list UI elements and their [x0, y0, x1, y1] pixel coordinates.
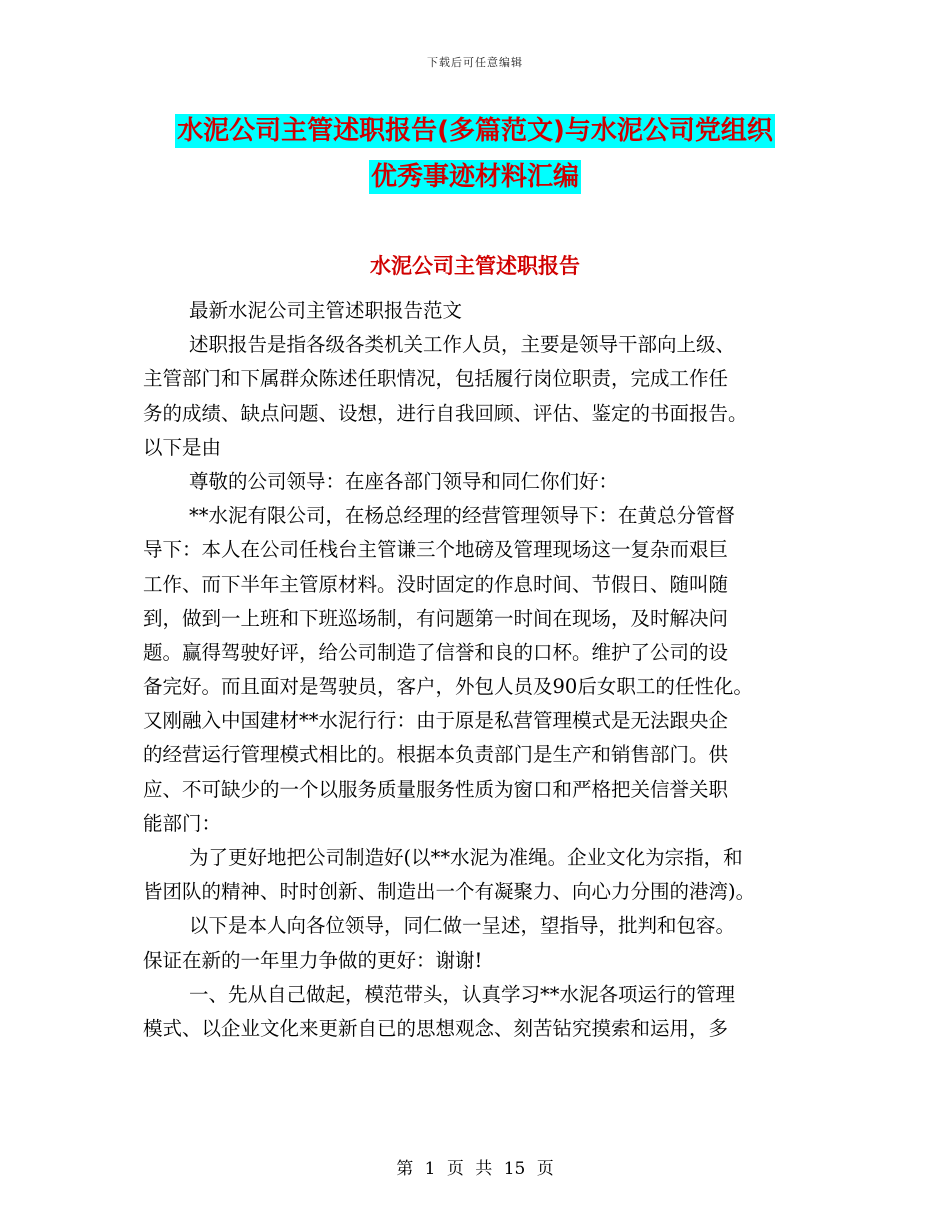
paragraph-line: 到，做到一上班和下班巡场制，有问题第一时间在现场，及时解决问	[143, 606, 729, 630]
paragraph-line: 述职报告是指各级各类机关工作人员，主要是领导干部向上级、	[189, 333, 736, 357]
page-header: 下载后可任意编辑	[427, 56, 523, 69]
document-title-line-2	[0, 156, 950, 193]
paragraph-line: **水泥有限公司，在杨总经理的经营管理领导下：在黄总分管督	[189, 504, 736, 528]
paragraph-line: 以下是由	[143, 435, 222, 459]
paragraph-line: 一、先从自己做起，模范带头，认真学习**水泥各项运行的管理	[189, 982, 736, 1006]
paragraph-line: 保证在新的一年里力争做的更好：谢谢!	[143, 948, 483, 972]
paragraph-line: 的经营运行管理模式相比的。根据本负责部门是生产和销售部门。供	[143, 743, 729, 767]
document-title-line-1	[0, 110, 950, 147]
title-highlight-2: 优秀事迹材料汇编	[370, 162, 579, 192]
section-heading: 水泥公司主管述职报告	[370, 254, 580, 278]
page-number-footer: 第 1 页 共 15 页	[396, 1159, 554, 1179]
paragraph-line: 又刚融入中国建材**水泥行行：由于原是私营管理模式是无法跟央企	[143, 709, 729, 733]
paragraph-line: 模式、以企业文化来更新自已的思想观念、刻苦钻究摸索和运用，多	[143, 1016, 729, 1040]
paragraph-line: 最新水泥公司主管述职报告范文	[189, 299, 463, 322]
body-text	[143, 294, 823, 1046]
paragraph-line: 皆团队的精神、时时创新、制造出一个有凝聚力、向心力分围的港湾)。	[143, 880, 756, 904]
paragraph-line: 以下是本人向各位领导，同仁做一呈述，望指导，批判和包容。	[189, 914, 736, 938]
paragraph-line: 务的成绩、缺点问题、设想，进行自我回顾、评估、鉴定的书面报告。	[143, 401, 748, 425]
paragraph-line: 主管部门和下属群众陈述任职情况，包括履行岗位职责，完成工作任	[143, 367, 729, 391]
paragraph-line: 尊敬的公司领导：在座各部门领导和同仁你们好：	[189, 469, 619, 493]
title-highlight-1: 水泥公司主管述职报告(多篇范文)与水泥公司党组织	[177, 116, 773, 146]
paragraph-line: 为了更好地把公司制造好(以**水泥为准绳。企业文化为宗指，和	[189, 846, 743, 869]
paragraph-line: 应、不可缺少的一个以服务质量服务性质为窗口和严格把关信誉关职	[143, 777, 729, 801]
paragraph-line: 能部门：	[143, 811, 222, 835]
paragraph-line: 工作、而下半年主管原材料。没时固定的作息时间、节假日、随叫随	[143, 572, 729, 596]
paragraph-line: 题。赢得驾驶好评，给公司制造了信誉和良的口杯。维护了公司的设	[143, 640, 729, 664]
paragraph-line: 导下：本人在公司任栈台主管谦三个地磅及管理现场这一复杂而艰巨	[143, 538, 729, 562]
paragraph-line: 备完好。而且面对是驾驶员，客户，外包人员及90后女职工的任性化。	[143, 675, 753, 699]
